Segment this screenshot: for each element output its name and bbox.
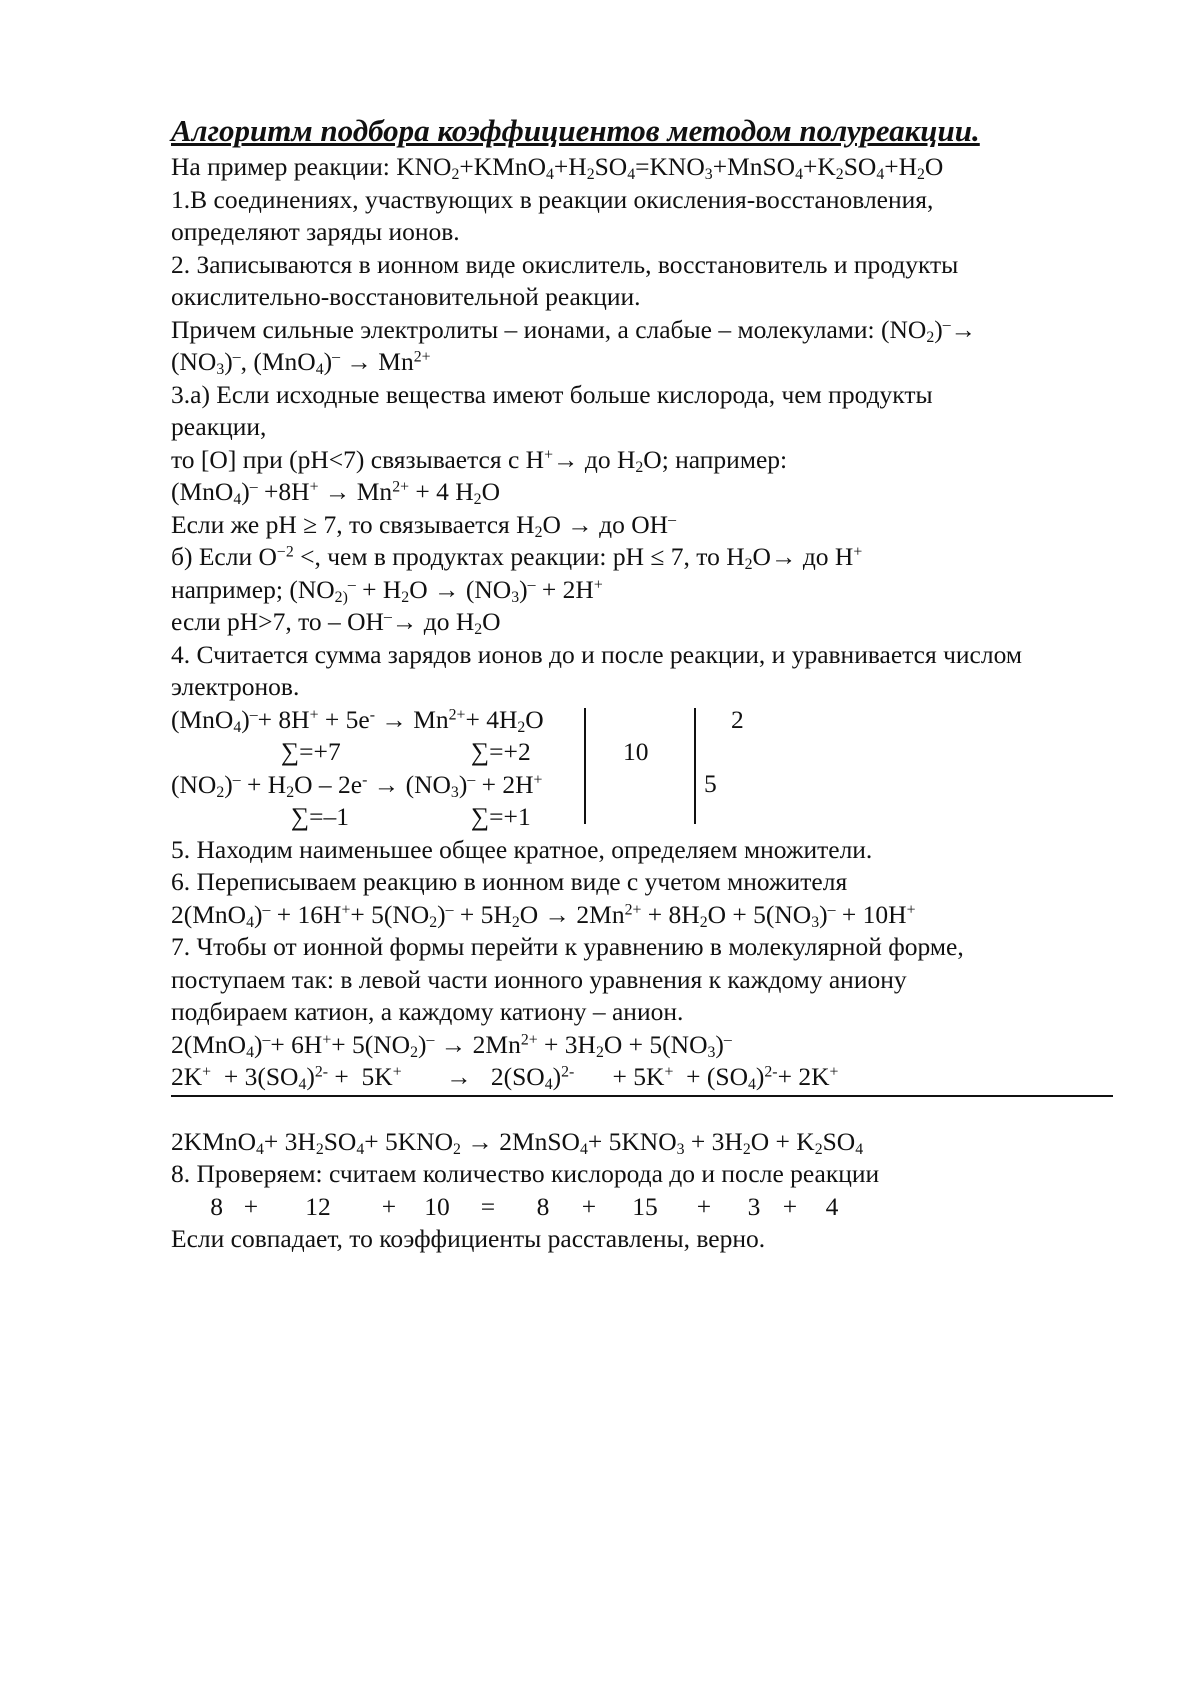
step-3a-line-1: 3.а) Если исходные вещества имеют больше кислорода, чем продукты: [171, 379, 933, 409]
oxygen-count-item: 15: [632, 1191, 658, 1221]
step-1-line-1: 1.В соединениях, участвующих в реакции окисления-восстановления,: [171, 184, 934, 214]
divider-left: [584, 708, 586, 824]
step-1-line-2: определяют заряды ионов.: [171, 217, 460, 246]
molecular-equation: 2KMnO$_4$+ $3H_2SO_4+ 5KNO_2$ → 2MnSO$_4$+ $5KNO_3 + 3H_2O + K_2SO_4$: [171, 1126, 864, 1158]
oxygen-count-item: 10: [424, 1191, 450, 1221]
ions-line: $(NO_3)^-$, $(MnO_4)^- \to Mn^{2+}$: [171, 347, 431, 378]
oxygen-count-item: +: [696, 1191, 712, 1221]
half-reaction-reduction: $(MnO_4)^-+ 8H^+ + 5e^- \to Mn^{2+}+ 4H_2O$: [171, 704, 544, 736]
charge-sums-oxidation: ∑=–1 ∑=+1: [291, 802, 531, 831]
ionic-equation-reduced: $2(MnO_4)^-+ 6H^++ 5(NO_2)^- \to 2Mn^{2+} + 3H_2O + 5(NO_3)^-$: [171, 1029, 732, 1061]
step-7-line-1: 7. Чтобы от ионной формы перейти к уравнению в молекулярной форме,: [171, 932, 964, 961]
oxygen-count-item: +: [381, 1191, 397, 1221]
counter-ions-line: $2K^+ + 3(SO_4)^{2-} + 5K^+$ → $2(SO_4)^{2-}$ + $5K^+ + (SO_4)^{2-}+ 2K^+$: [171, 1061, 1121, 1094]
ionic-equation-full: $2(MnO_4)^- + 16H^++ 5(NO_2)^- + 5H_2O \to 2Mn^{2+} + 8H_2O + 5(NO_3)^- + 10H^+$: [171, 899, 916, 931]
multiplier-top: 2: [731, 704, 744, 734]
basic-water-line: Если же pH ≥ 7, то связывается $H_2O$ → до OH–: [171, 509, 676, 541]
oxygen-count-item: 4: [825, 1191, 839, 1221]
multiplier-bottom: 5: [704, 768, 717, 798]
oxygen-count-item: 8: [210, 1191, 223, 1221]
oxygen-count-item: +: [581, 1191, 597, 1221]
step-2-line-1: 2. Записываются в ионном виде окислитель, восстановитель и продукты: [171, 249, 959, 279]
oxygen-count-item: =: [480, 1191, 496, 1221]
step-4-line-1: 4. Считается сумма зарядов ионов до и после реакции, и уравнивается числом: [171, 639, 1022, 669]
divider-right: [694, 708, 696, 824]
step-7-line-3: подбираем катион, а каждому катиону – анион.: [171, 997, 684, 1026]
step-8-line: 8. Проверяем: считаем количество кислорода до и после реакции: [171, 1159, 880, 1188]
electrolytes-line: Причем сильные электролиты – ионами, а слабые – молекулами: $(NO_2)^-\to$: [171, 314, 977, 346]
acid-oxygen-line: то [O] при (pH<7) связывается с H+→ до $H_2O$; например:: [171, 444, 788, 476]
permanganate-example: $(MnO_4)^- +8H^+ \to Mn^{2+} + 4$ $H_2O$: [171, 477, 500, 508]
oxygen-count-row: [171, 1191, 1121, 1224]
half-reactions-block: [171, 704, 1121, 834]
step-2-line-2: окислительно-восстановительной реакции.: [171, 282, 641, 311]
step-4-line-2: электронов.: [171, 672, 300, 701]
document-body: [171, 112, 1121, 1256]
example-reaction: На пример реакции: $KNO_2+KMnO_4+H_2SO_4=KNO_3+MnSO_4+K_2SO_4+H_2O$: [171, 152, 944, 183]
oxygen-count-item: +: [782, 1191, 798, 1221]
step-3b-line: б) Если $O^{-2}$ <, чем в продуктах реакции: pH ≤ 7, то $H_2O\to$ до H+: [171, 542, 863, 573]
oxygen-count-item: 8: [536, 1191, 550, 1221]
page-title: Алгоритм подбора коэффициентов методом полуреакции.: [171, 113, 980, 148]
step-3a-line-2: реакции,: [171, 412, 267, 441]
charge-sums-reduction: ∑=+7 ∑=+2: [281, 737, 531, 766]
conclusion-line: Если совпадает, то коэффициенты расставлены, верно.: [171, 1224, 766, 1253]
nitrite-example: например; ($NO_{2)}^- + H_2O \to (NO_3)^- + 2H^+$: [171, 574, 603, 606]
step-6-line: 6. Переписываем реакцию в ионном виде с учетом множителя: [171, 867, 848, 896]
oxygen-count-item: +: [243, 1191, 259, 1221]
oxygen-count-item: 12: [305, 1191, 331, 1221]
oxygen-count-item: 3: [747, 1191, 761, 1221]
lcm-value: 10: [623, 736, 649, 766]
basic-hydroxide-line: если pH>7, то – OH–→ до $H_2O$: [171, 607, 501, 638]
step-5-line: 5. Находим наименьшее общее кратное, определяем множители.: [171, 834, 873, 864]
half-reaction-oxidation: $(NO_2)^- + H_2O - 2e^- \to (NO_3)^- + 2H^+$: [171, 769, 543, 801]
summary-rule: [171, 1095, 1113, 1097]
step-7-line-2: поступаем так: в левой части ионного уравнения к каждому аниону: [171, 964, 907, 994]
